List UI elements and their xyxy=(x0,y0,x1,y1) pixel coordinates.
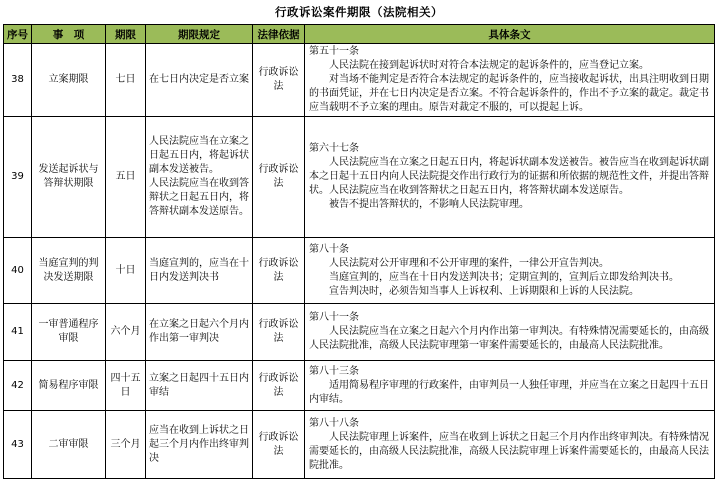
page-title: 行政诉讼案件期限（法院相关） xyxy=(275,5,443,19)
header-no: 序号 xyxy=(4,25,32,44)
rule-text: 人民法院应当在收到答辩状之日起五日内，将答辩状副本发送原告。 xyxy=(149,178,249,217)
row-period: 七日 xyxy=(106,44,146,117)
row-basis: 行政诉讼法 xyxy=(253,304,305,361)
article-number: 第八十一条 xyxy=(309,312,359,323)
row-item: 一审普通程序审限 xyxy=(32,304,106,361)
row-basis: 行政诉讼法 xyxy=(253,117,305,238)
row-content xyxy=(305,117,715,238)
header-basis: 法律依据 xyxy=(253,25,305,44)
article-paragraph: 对当场不能判定是否符合本法规定的起诉条件的，应当接收起诉状，出具注明收到日期的书面凭证，并在七日内决定是否立案。不符合起诉条件的，作出不予立案的裁定。裁定书应当载明不予立案的理由。原告对裁定不服的，可以提起上诉。 xyxy=(309,74,709,113)
row-rule xyxy=(146,304,253,361)
row-rule xyxy=(146,117,253,238)
row-number: 40 xyxy=(4,238,32,304)
rule-text: 立案之日起四十五日内审结 xyxy=(149,372,249,398)
row-item: 二审审限 xyxy=(32,411,106,479)
article-number: 第八十条 xyxy=(309,243,349,255)
article-paragraph: 人民法院应当在立案之日起六个月内作出第一审判决。有特殊情况需要延长的，由高级人民法院批准，高级人民法院审理第一审案件需要延长的，由最高人民法院批准。 xyxy=(309,326,709,351)
table-row xyxy=(4,411,715,479)
rule-text: 应当在收到上诉状之日起三个月内作出终审判决 xyxy=(149,424,249,464)
table-row xyxy=(4,238,715,304)
row-period: 六个月 xyxy=(106,304,146,361)
header-item: 事 项 xyxy=(32,25,106,44)
row-item: 当庭宣判的判决发送期限 xyxy=(32,238,106,304)
row-rule xyxy=(146,44,253,117)
table-row xyxy=(4,361,715,411)
article-paragraph: 适用简易程序审理的行政案件，由审判员一人独任审理，并应当在立案之日起四十五日内审结。 xyxy=(309,379,709,405)
row-rule xyxy=(146,238,253,304)
row-content xyxy=(305,411,715,479)
row-number: 38 xyxy=(4,44,32,117)
row-period: 三个月 xyxy=(106,411,146,479)
row-basis: 行政诉讼法 xyxy=(253,411,305,479)
row-rule xyxy=(146,411,253,479)
row-number: 43 xyxy=(4,411,32,479)
row-number: 42 xyxy=(4,361,32,411)
article-number: 第八十八条 xyxy=(309,417,359,429)
article-paragraph: 人民法院在接到起诉状时对符合本法规定的起诉条件的，应当登记立案。 xyxy=(329,60,649,71)
table-row xyxy=(4,117,715,238)
rule-text: 在七日内决定是否立案 xyxy=(149,74,249,85)
row-rule xyxy=(146,361,253,411)
article-paragraph: 被告不提出答辩状的，不影响人民法院审理。 xyxy=(329,199,529,210)
header-period: 期限 xyxy=(106,25,146,44)
deadline-table xyxy=(3,24,715,479)
row-period: 五日 xyxy=(106,117,146,238)
row-content xyxy=(305,361,715,411)
article-paragraph: 人民法院审理上诉案件，应当在收到上诉状之日起三个月内作出终审判决。有特殊情况需要延长的，由高级人民法院批准，高级人民法院审理上诉案件需要延长的，由最高人民法院批准。 xyxy=(309,431,709,471)
row-content xyxy=(305,44,715,117)
row-period: 四十五日 xyxy=(106,361,146,411)
row-number: 39 xyxy=(4,117,32,238)
rule-text: 在立案之日起六个月内作出第一审判决 xyxy=(149,319,249,344)
article-number: 第八十三条 xyxy=(309,365,359,377)
rule-text: 当庭宣判的，应当在十日内发送判决书 xyxy=(149,257,249,283)
row-content xyxy=(305,304,715,361)
header-content: 具体条文 xyxy=(305,25,715,44)
table-row xyxy=(4,44,715,117)
row-number: 41 xyxy=(4,304,32,361)
article-number: 第六十七条 xyxy=(309,143,359,154)
header-row xyxy=(4,25,715,44)
row-basis: 行政诉讼法 xyxy=(253,238,305,304)
article-number: 第五十一条 xyxy=(309,46,359,57)
row-period: 十日 xyxy=(106,238,146,304)
table-row xyxy=(4,304,715,361)
row-basis: 行政诉讼法 xyxy=(253,361,305,411)
article-paragraph: 宣告判决时，必须告知当事人上诉权利、上诉期限和上诉的人民法院。 xyxy=(329,285,639,297)
row-item: 发送起诉状与答辩状期限 xyxy=(32,117,106,238)
article-paragraph: 人民法院对公开审理和不公开审理的案件，一律公开宣告判决。 xyxy=(329,257,609,269)
row-basis: 行政诉讼法 xyxy=(253,44,305,117)
rule-text: 人民法院应当在立案之日起五日内，将起诉状副本发送被告。 xyxy=(149,136,249,175)
header-rule: 期限规定 xyxy=(146,25,253,44)
row-content xyxy=(305,238,715,304)
row-item: 立案期限 xyxy=(32,44,106,117)
article-paragraph: 当庭宣判的，应当在十日内发送判决书；定期宣判的，宣判后立即发给判决书。 xyxy=(329,271,679,283)
row-item: 简易程序审限 xyxy=(32,361,106,411)
article-paragraph: 人民法院应当在立案之日起五日内，将起诉状副本发送被告。被告应当在收到起诉状副本之日起十五日内向人民法院提交作出行政行为的证据和所依据的规范性文件，并提出答辩状。人民法院应当在收到答辩状之日起五日内，将答辩状副本发送原告。 xyxy=(309,157,709,196)
